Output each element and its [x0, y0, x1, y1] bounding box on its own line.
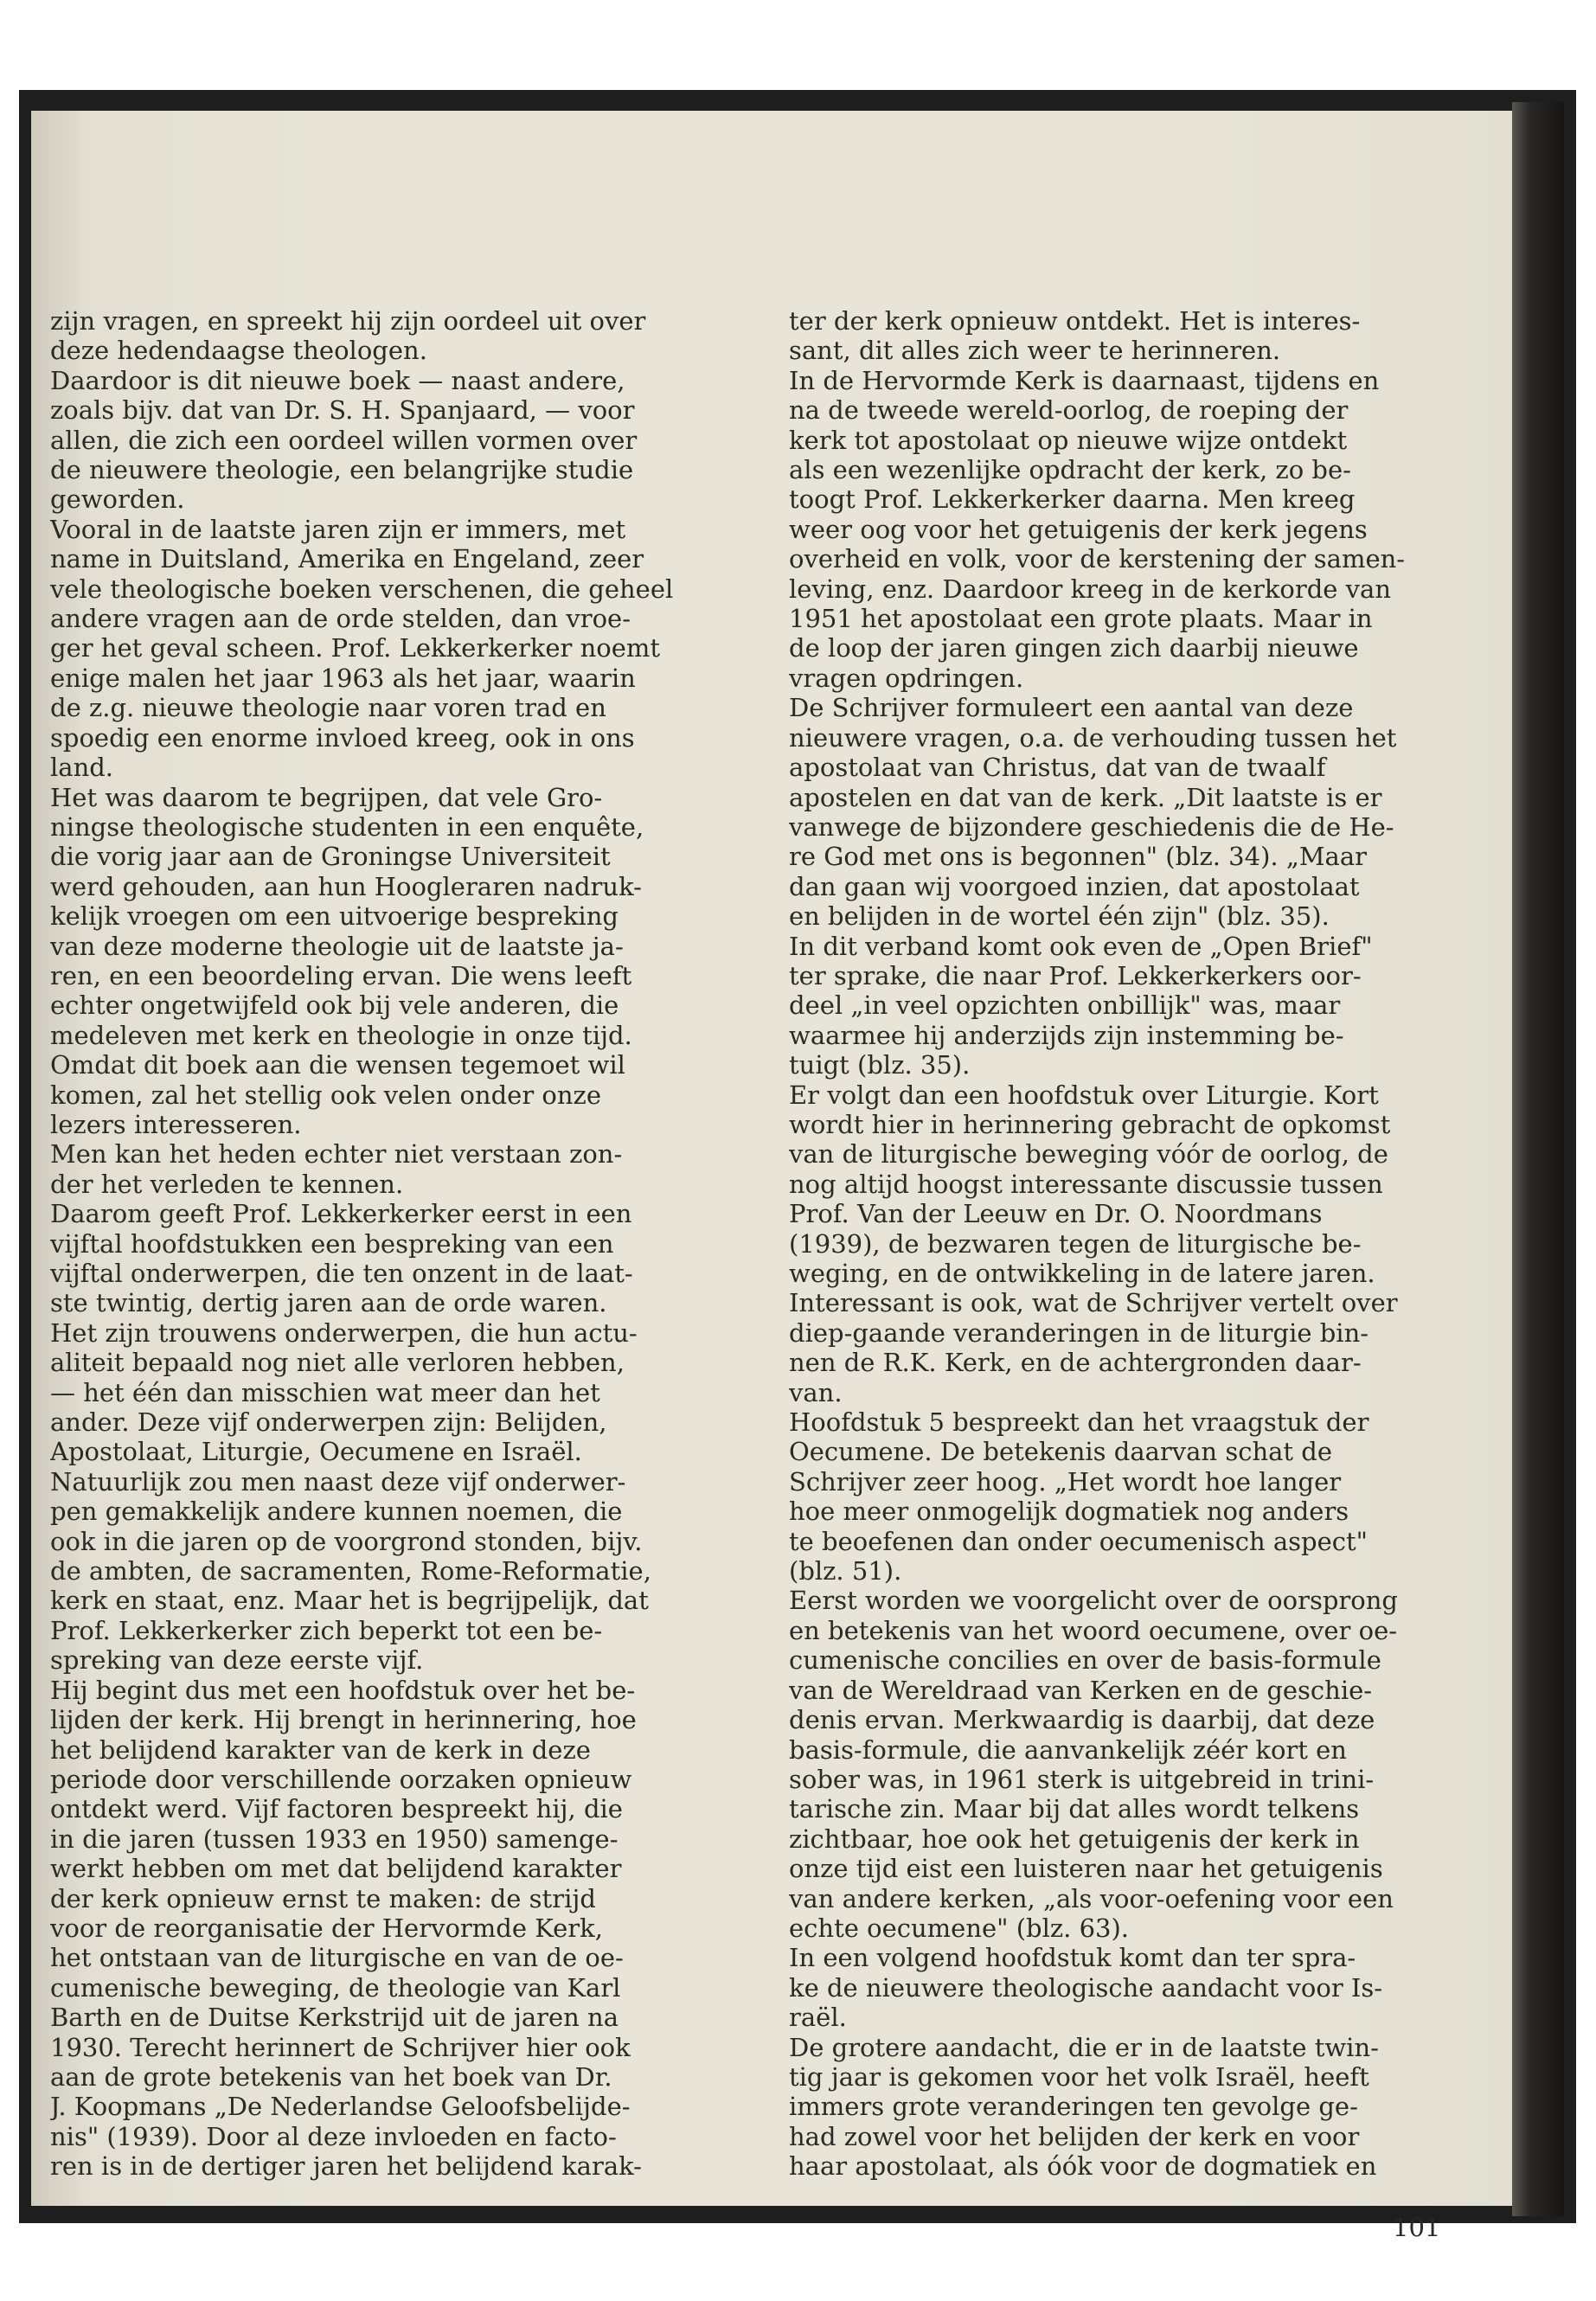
text-line: vijftal hoofdstukken een bespreking van een — [50, 1228, 614, 1259]
text-line: spreking van deze eerste vijf. — [50, 1645, 424, 1676]
text-line: weging, en de ontwikkeling in de latere jaren. — [789, 1259, 1375, 1288]
text-line: ontdekt werd. Vijf factoren bespreekt hij, die — [50, 1794, 623, 1824]
text-line: pen gemakkelijk andere kunnen noemen, die — [50, 1497, 623, 1527]
text-line: in die jaren (tussen 1933 en 1950) samenge- — [50, 1823, 619, 1854]
text-line: Daardoor is dit nieuwe boek — naast andere, — [50, 365, 625, 395]
text-line: J. Koopmans „De Nederlandse Geloofsbelijde- — [50, 2092, 631, 2122]
text-line: land. — [50, 753, 114, 783]
text-line: medeleven met kerk en theologie in onze tijd. — [50, 1020, 632, 1050]
text-line: weer oog voor het getuigenis der kerk jegens — [789, 514, 1368, 544]
text-line: te beoefenen dan onder oecumenisch aspect" — [789, 1526, 1368, 1556]
text-line: vijftal onderwerpen, die ten onzent in de laat- — [50, 1259, 633, 1288]
text-line: het belijdend karakter van de kerk in deze — [50, 1734, 591, 1765]
text-line: Er volgt dan een hoofdstuk over Liturgie. Kort — [789, 1080, 1379, 1110]
text-line: haar apostolaat, als óók voor de dogmatiek en — [789, 2151, 1377, 2182]
text-line: had zowel voor het belijden der kerk en voor — [789, 2121, 1360, 2151]
text-line: ger het geval scheen. Prof. Lekkerkerker noemt — [50, 633, 661, 663]
text-line: (1939), de bezwaren tegen de liturgische be- — [789, 1228, 1362, 1259]
text-line: onze tijd eist een luisteren naar het getuigenis — [789, 1854, 1383, 1884]
text-line: der het verleden te kennen. — [50, 1169, 404, 1199]
text-line: enige malen het jaar 1963 als het jaar, waarin — [50, 663, 636, 693]
text-line: apostolaat van Christus, dat van de twaalf — [789, 753, 1326, 783]
text-line: leving, enz. Daardoor kreeg in de kerkorde van — [789, 574, 1392, 604]
text-line: In de Hervormde Kerk is daarnaast, tijdens en — [789, 365, 1380, 395]
text-line: zichtbaar, hoe ook het getuigenis der kerk in — [789, 1823, 1360, 1854]
text-line: echter ongetwijfeld ook bij vele anderen, die — [50, 990, 619, 1021]
text-line: ter der kerk opnieuw ontdekt. Het is interes- — [789, 306, 1361, 336]
text-line: re God met ons is begonnen" (blz. 34). „Maar — [789, 842, 1367, 872]
text-line: Schrijver zeer hoog. „Het wordt hoe langer — [789, 1466, 1342, 1497]
text-line: sant, dit alles zich weer te herinneren. — [789, 336, 1281, 366]
text-line: waarmee hij anderzijds zijn instemming be- — [789, 1020, 1344, 1050]
text-line: ren is in de dertiger jaren het belijdend karak- — [50, 2151, 642, 2182]
text-line: lezers interesseren. — [50, 1109, 302, 1139]
text-line: sober was, in 1961 sterk is uitgebreid in trini- — [789, 1764, 1375, 1794]
text-line: aan de grote betekenis van het boek van Dr. — [50, 2061, 612, 2092]
text-line: de nieuwere theologie, een belangrijke studie — [50, 455, 634, 485]
text-line: allen, die zich een oordeel willen vormen over — [50, 425, 638, 455]
text-line: werkt hebben om met dat belijdend karakter — [50, 1854, 622, 1884]
text-line: name in Duitsland, Amerika en Engeland, zeer — [50, 544, 644, 574]
text-line: ook in die jaren op de voorgrond stonden, bijv. — [50, 1526, 643, 1556]
text-line: wordt hier in herinnering gebracht de opkomst — [789, 1109, 1391, 1139]
text-line: Oecumene. De betekenis daarvan schat de — [789, 1437, 1333, 1467]
text-line: tig jaar is gekomen voor het volk Israël, heeft — [789, 2061, 1369, 2092]
text-line: In dit verband komt ook even de „Open Brief" — [789, 931, 1373, 961]
text-line: werd gehouden, aan hun Hoogleraren nadruk- — [50, 871, 642, 901]
page-number: 101 — [1393, 2213, 1441, 2242]
text-line: basis-formule, die aanvankelijk zéér kort en — [789, 1734, 1347, 1765]
text-line: Prof. Van der Leeuw en Dr. O. Noordmans — [789, 1199, 1323, 1229]
text-line: geworden. — [50, 484, 185, 515]
text-line: na de tweede wereld-oorlog, de roeping der — [789, 395, 1349, 426]
text-line: Daarom geeft Prof. Lekkerkerker eerst in een — [50, 1199, 632, 1229]
text-line: 1930. Terecht herinnert de Schrijver hier ook — [50, 2032, 631, 2062]
text-line: vele theologische boeken verschenen, die geheel — [50, 574, 674, 604]
text-line: toogt Prof. Lekkerkerker daarna. Men kreeg — [789, 484, 1356, 515]
text-line: Vooral in de laatste jaren zijn er immers, met — [50, 514, 626, 544]
text-line: van. — [789, 1377, 843, 1407]
text-line: diep-gaande veranderingen in de liturgie bin- — [789, 1317, 1369, 1348]
text-line: spoedig een enorme invloed kreeg, ook in ons — [50, 722, 635, 753]
text-line: der kerk opnieuw ernst te maken: de strijd — [50, 1883, 596, 1913]
text-line: Interessant is ook, wat de Schrijver vertelt over — [789, 1288, 1398, 1318]
text-line: lijden der kerk. Hij brengt in herinnering, hoe — [50, 1705, 637, 1735]
left-text-column — [50, 306, 749, 2182]
text-line: Eerst worden we voorgelicht over de oorsprong — [789, 1586, 1398, 1616]
text-line: — het één dan misschien wat meer dan het — [50, 1377, 600, 1407]
text-line: nog altijd hoogst interessante discussie tussen — [789, 1169, 1383, 1199]
text-line: ter sprake, die naar Prof. Lekkerkerkers oor- — [789, 960, 1362, 990]
text-line: nieuwere vragen, o.a. de verhouding tussen het — [789, 722, 1397, 753]
text-line: Het was daarom te begrijpen, dat vele Gro- — [50, 782, 603, 812]
text-line: denis ervan. Merkwaardig is daarbij, dat deze — [789, 1705, 1375, 1735]
text-line: overheid en volk, voor de kerstening der samen- — [789, 544, 1406, 574]
text-line: Hij begint dus met een hoofdstuk over het be- — [50, 1675, 636, 1705]
text-line: de loop der jaren gingen zich daarbij nieuwe — [789, 633, 1359, 663]
text-line: aliteit bepaald nog niet alle verloren hebben, — [50, 1348, 625, 1378]
book-page — [31, 111, 1512, 2242]
text-line: van de liturgische beweging vóór de oorlog, de — [789, 1139, 1388, 1170]
text-line: Het zijn trouwens onderwerpen, die hun actu- — [50, 1317, 638, 1348]
text-line: kerk tot apostolaat op nieuwe wijze ontdekt — [789, 425, 1348, 455]
text-line: immers grote veranderingen ten gevolge ge- — [789, 2092, 1358, 2122]
text-line: apostelen en dat van de kerk. „Dit laatste is er — [789, 782, 1382, 812]
text-line: andere vragen aan de orde stelden, dan vroe- — [50, 604, 631, 634]
text-line: In een volgend hoofdstuk komt dan ter spra- — [789, 1943, 1356, 1973]
text-line: kerk en staat, enz. Maar het is begrijpelijk, dat — [50, 1586, 649, 1616]
text-line: 1951 het apostolaat een grote plaats. Maar in — [789, 604, 1373, 634]
text-line: van deze moderne theologie uit de laatste ja- — [50, 931, 624, 961]
text-line: van de Wereldraad van Kerken en de geschie- — [789, 1675, 1373, 1705]
text-line: dan gaan wij voorgoed inzien, dat apostolaat — [789, 871, 1360, 901]
text-line: hoe meer onmogelijk dogmatiek nog anders — [789, 1497, 1349, 1527]
text-line: periode door verschillende oorzaken opnieuw — [50, 1764, 632, 1794]
text-line: de z.g. nieuwe theologie naar voren trad en — [50, 693, 606, 723]
text-line: die vorig jaar aan de Groningse Universiteit — [50, 842, 611, 872]
text-line: Natuurlijk zou men naast deze vijf onderwer- — [50, 1466, 626, 1497]
text-line: en betekenis van het woord oecumene, over oe- — [789, 1615, 1398, 1645]
text-line: de ambten, de sacramenten, Rome-Reformatie, — [50, 1556, 651, 1586]
text-line: nis" (1939). Door al deze invloeden en facto- — [50, 2121, 617, 2151]
text-line: als een wezenlijke opdracht der kerk, zo be- — [789, 455, 1351, 485]
text-line: en belijden in de wortel één zijn" (blz. 35). — [789, 901, 1330, 932]
text-line: deel „in veel opzichten onbillijk" was, maar — [789, 990, 1341, 1021]
text-line: kelijk vroegen om een uitvoerige bespreking — [50, 901, 619, 932]
text-line: Omdat dit boek aan die wensen tegemoet wil — [50, 1050, 625, 1080]
text-line: cumenische concilies en over de basis-formule — [789, 1645, 1381, 1676]
text-line: zijn vragen, en spreekt hij zijn oordeel uit over — [50, 306, 646, 336]
text-line: cumenische beweging, de theologie van Karl — [50, 1972, 621, 2003]
text-line: deze hedendaagse theologen. — [50, 336, 427, 366]
text-line: nen de R.K. Kerk, en de achtergronden daar- — [789, 1348, 1362, 1378]
text-line: Barth en de Duitse Kerkstrijd uit de jaren na — [50, 2003, 619, 2033]
text-line: Apostolaat, Liturgie, Oecumene en Israël. — [50, 1437, 582, 1467]
text-line: ren, en een beoordeling ervan. Die wens leeft — [50, 960, 632, 990]
text-line: tarische zin. Maar bij dat alles wordt telkens — [789, 1794, 1360, 1824]
right-text-column — [789, 306, 1436, 2182]
text-line: komen, zal het stellig ook velen onder onze — [50, 1080, 601, 1110]
text-line: voor de reorganisatie der Hervormde Kerk, — [50, 1913, 603, 1943]
text-line: het ontstaan van de liturgische en van de oe- — [50, 1943, 624, 1973]
text-line: ke de nieuwere theologische aandacht voor Is- — [789, 1972, 1383, 2003]
text-line: tuigt (blz. 35). — [789, 1050, 971, 1080]
text-line: De grotere aandacht, die er in de laatste twin- — [789, 2032, 1379, 2062]
book-spine — [1512, 102, 1564, 2216]
text-line: De Schrijver formuleert een aantal van deze — [789, 693, 1354, 723]
text-line: Men kan het heden echter niet verstaan zon- — [50, 1139, 623, 1170]
text-line: zoals bijv. dat van Dr. S. H. Spanjaard, — voor — [50, 395, 635, 426]
text-line: raël. — [789, 2003, 847, 2033]
text-line: Hoofdstuk 5 bespreekt dan het vraagstuk der — [789, 1407, 1369, 1438]
text-line: ander. Deze vijf onderwerpen zijn: Belijden, — [50, 1407, 607, 1438]
text-line: vragen opdringen. — [789, 663, 1024, 693]
text-line: van andere kerken, „als voor-oefening voor een — [789, 1883, 1394, 1913]
text-line: ste twintig, dertig jaren aan de orde waren. — [50, 1288, 607, 1318]
text-line: echte oecumene" (blz. 63). — [789, 1913, 1130, 1943]
text-line: Prof. Lekkerkerker zich beperkt tot een be- — [50, 1615, 603, 1645]
text-line: vanwege de bijzondere geschiedenis die de He- — [789, 811, 1394, 842]
text-line: (blz. 51). — [789, 1556, 902, 1586]
text-line: ningse theologische studenten in een enquête, — [50, 811, 644, 842]
